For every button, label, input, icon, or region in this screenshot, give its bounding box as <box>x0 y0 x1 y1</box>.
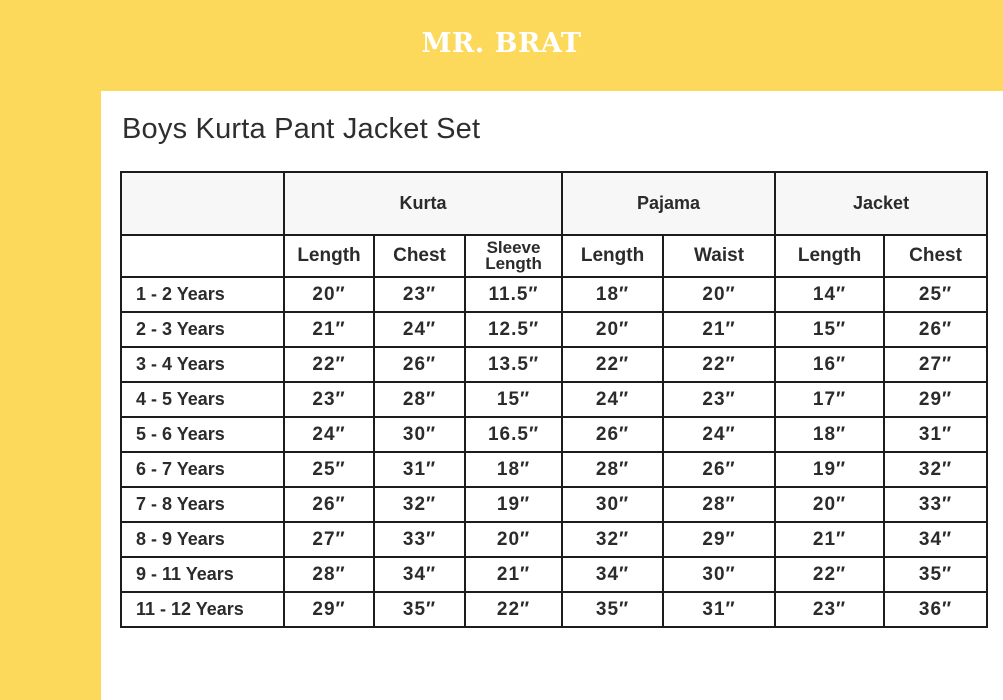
measurement-cell: 25″ <box>284 452 374 487</box>
measurement-cell: 22″ <box>465 592 562 627</box>
measurement-cell: 34″ <box>884 522 987 557</box>
measurement-cell: 33″ <box>374 522 465 557</box>
table-row <box>121 417 987 452</box>
measurement-cell: 30″ <box>663 557 775 592</box>
measurement-cell: 12.5″ <box>465 312 562 347</box>
column-header-row <box>121 235 987 277</box>
table-row <box>121 382 987 417</box>
measurement-cell: 27″ <box>284 522 374 557</box>
measurement-cell: 23″ <box>663 382 775 417</box>
column-header-pajama-length: Length <box>562 235 663 277</box>
age-range-cell: 3 - 4 Years <box>121 347 284 382</box>
measurement-cell: 24″ <box>663 417 775 452</box>
measurement-cell: 28″ <box>663 487 775 522</box>
table-row <box>121 557 987 592</box>
measurement-cell: 21″ <box>775 522 884 557</box>
measurement-cell: 30″ <box>374 417 465 452</box>
table-row <box>121 522 987 557</box>
measurement-cell: 26″ <box>284 487 374 522</box>
measurement-cell: 20″ <box>562 312 663 347</box>
measurement-cell: 24″ <box>562 382 663 417</box>
column-header-jacket-length: Length <box>775 235 884 277</box>
measurement-cell: 22″ <box>775 557 884 592</box>
measurement-cell: 22″ <box>284 347 374 382</box>
measurement-cell: 35″ <box>884 557 987 592</box>
measurement-cell: 31″ <box>884 417 987 452</box>
measurement-cell: 26″ <box>663 452 775 487</box>
age-range-cell: 6 - 7 Years <box>121 452 284 487</box>
measurement-cell: 34″ <box>562 557 663 592</box>
measurement-cell: 28″ <box>562 452 663 487</box>
table-row <box>121 487 987 522</box>
measurement-cell: 15″ <box>775 312 884 347</box>
measurement-cell: 29″ <box>284 592 374 627</box>
brand-logo: MR. BRAT <box>421 28 582 59</box>
size-chart-table <box>120 171 988 628</box>
age-range-cell: 1 - 2 Years <box>121 277 284 312</box>
measurement-cell: 18″ <box>562 277 663 312</box>
brand-header <box>0 0 1003 91</box>
measurement-cell: 28″ <box>284 557 374 592</box>
group-header-pajama: Pajama <box>562 172 775 235</box>
age-range-cell: 8 - 9 Years <box>121 522 284 557</box>
age-range-cell: 7 - 8 Years <box>121 487 284 522</box>
measurement-cell: 23″ <box>775 592 884 627</box>
measurement-cell: 32″ <box>884 452 987 487</box>
measurement-cell: 21″ <box>284 312 374 347</box>
measurement-cell: 33″ <box>884 487 987 522</box>
measurement-cell: 21″ <box>465 557 562 592</box>
measurement-cell: 26″ <box>884 312 987 347</box>
measurement-cell: 22″ <box>663 347 775 382</box>
measurement-cell: 14″ <box>775 277 884 312</box>
measurement-cell: 29″ <box>663 522 775 557</box>
measurement-cell: 20″ <box>284 277 374 312</box>
measurement-cell: 35″ <box>562 592 663 627</box>
measurement-cell: 24″ <box>374 312 465 347</box>
column-header-kurta-chest: Chest <box>374 235 465 277</box>
measurement-cell: 15″ <box>465 382 562 417</box>
measurement-cell: 20″ <box>775 487 884 522</box>
corner-cell <box>121 172 284 235</box>
measurement-cell: 32″ <box>562 522 663 557</box>
measurement-cell: 28″ <box>374 382 465 417</box>
measurement-cell: 19″ <box>775 452 884 487</box>
measurement-cell: 19″ <box>465 487 562 522</box>
table-row <box>121 312 987 347</box>
measurement-cell: 25″ <box>884 277 987 312</box>
measurement-cell: 20″ <box>663 277 775 312</box>
measurement-cell: 22″ <box>562 347 663 382</box>
group-header-jacket: Jacket <box>775 172 987 235</box>
table-row <box>121 277 987 312</box>
measurement-cell: 35″ <box>374 592 465 627</box>
column-header-pajama-waist: Waist <box>663 235 775 277</box>
age-header-cell <box>121 235 284 277</box>
age-range-cell: 2 - 3 Years <box>121 312 284 347</box>
measurement-cell: 26″ <box>374 347 465 382</box>
column-header-kurta-length: Length <box>284 235 374 277</box>
table-row <box>121 592 987 627</box>
measurement-cell: 36″ <box>884 592 987 627</box>
measurement-cell: 31″ <box>374 452 465 487</box>
measurement-cell: 34″ <box>374 557 465 592</box>
measurement-cell: 21″ <box>663 312 775 347</box>
measurement-cell: 30″ <box>562 487 663 522</box>
measurement-cell: 27″ <box>884 347 987 382</box>
column-header-kurta-sleeve-length <box>465 235 562 277</box>
measurement-cell: 11.5″ <box>465 277 562 312</box>
size-chart-body <box>121 277 987 627</box>
measurement-cell: 18″ <box>465 452 562 487</box>
age-range-cell: 5 - 6 Years <box>121 417 284 452</box>
measurement-cell: 24″ <box>284 417 374 452</box>
measurement-cell: 31″ <box>663 592 775 627</box>
table-row <box>121 347 987 382</box>
age-range-cell: 4 - 5 Years <box>121 382 284 417</box>
group-header-row <box>121 172 987 235</box>
age-range-cell: 9 - 11 Years <box>121 557 284 592</box>
page-title: Boys Kurta Pant Jacket Set <box>122 113 481 145</box>
measurement-cell: 17″ <box>775 382 884 417</box>
age-range-cell: 11 - 12 Years <box>121 592 284 627</box>
measurement-cell: 23″ <box>374 277 465 312</box>
measurement-cell: 23″ <box>284 382 374 417</box>
measurement-cell: 16.5″ <box>465 417 562 452</box>
group-header-kurta: Kurta <box>284 172 562 235</box>
table-row <box>121 452 987 487</box>
measurement-cell: 29″ <box>884 382 987 417</box>
sleeve-length-label: Sleeve Length <box>485 238 542 273</box>
measurement-cell: 32″ <box>374 487 465 522</box>
measurement-cell: 16″ <box>775 347 884 382</box>
measurement-cell: 20″ <box>465 522 562 557</box>
measurement-cell: 18″ <box>775 417 884 452</box>
measurement-cell: 13.5″ <box>465 347 562 382</box>
column-header-jacket-chest: Chest <box>884 235 987 277</box>
measurement-cell: 26″ <box>562 417 663 452</box>
